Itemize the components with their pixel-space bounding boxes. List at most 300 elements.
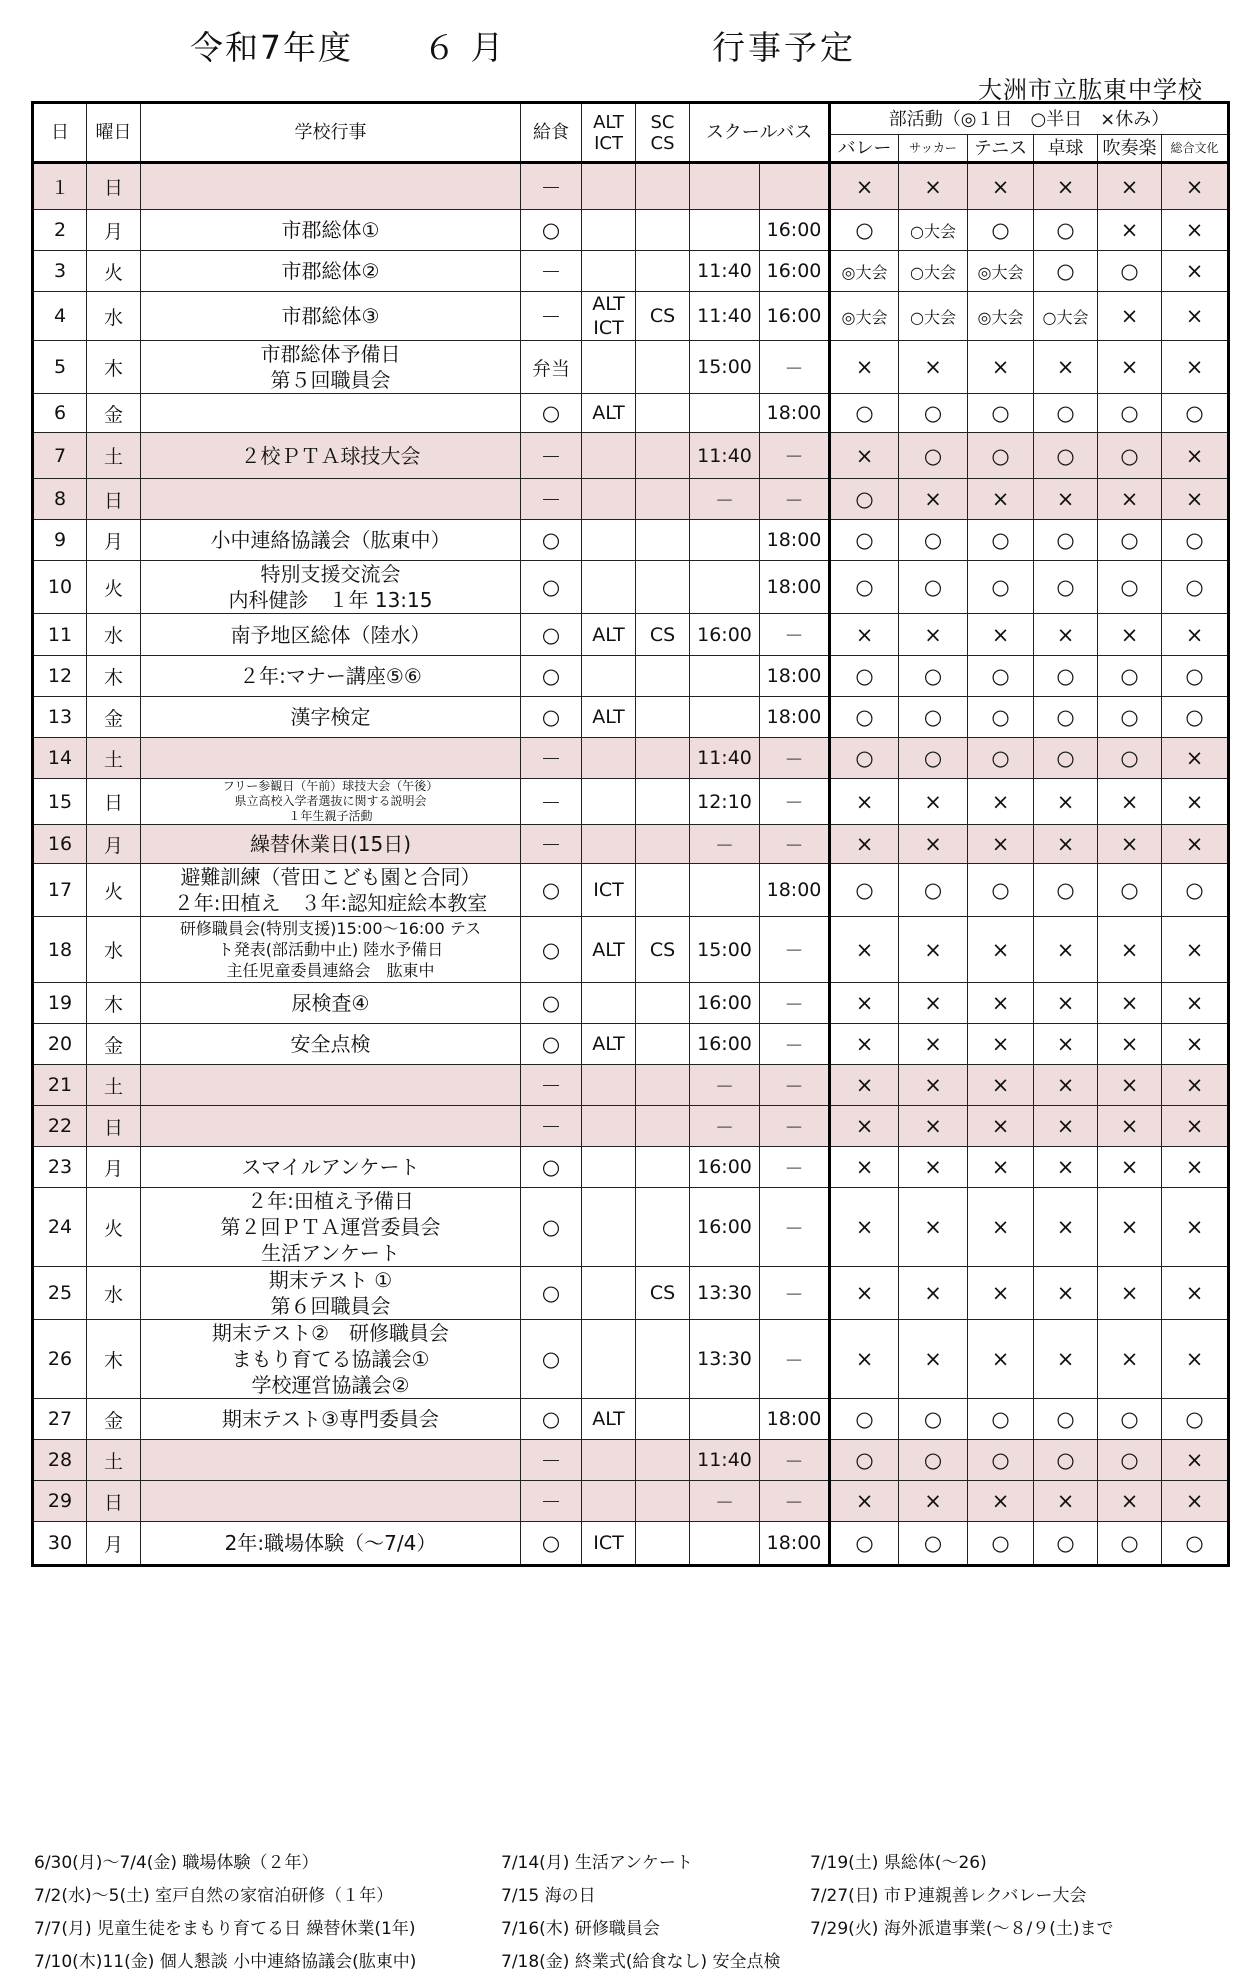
club-status: × — [968, 1188, 1034, 1267]
club-status: × — [1162, 1106, 1229, 1147]
lunch-cell: ○ — [521, 394, 582, 433]
col-alt-label: ALT — [593, 111, 624, 133]
col-day: 日 — [33, 103, 87, 163]
club-status: ○ — [830, 697, 899, 738]
bus-time-2: 18:00 — [760, 394, 830, 433]
day-cell: 7 — [33, 433, 87, 479]
club-header: テニス — [968, 135, 1034, 163]
bus-time-1 — [690, 520, 760, 561]
day-cell: 27 — [33, 1399, 87, 1440]
sc-cs-cell: CS — [636, 614, 690, 656]
club-status: ○ — [1034, 433, 1098, 479]
bus-time-1: 11:40 — [690, 1440, 760, 1481]
alt-ict-cell — [582, 163, 636, 210]
alt-ict-cell — [582, 1106, 636, 1147]
schedule-row — [33, 983, 1229, 1024]
sc-cs-cell — [636, 394, 690, 433]
club-status: × — [1162, 917, 1229, 983]
day-cell: 2 — [33, 210, 87, 251]
event-line: 第２回ＰＴＡ運営委員会 — [220, 1215, 441, 1239]
events-cell — [141, 983, 521, 1024]
club-status: ○ — [830, 1440, 899, 1481]
club-status: ○ — [830, 1522, 899, 1566]
weekday-cell: 月 — [87, 1147, 141, 1188]
sc-cs-cell — [636, 1188, 690, 1267]
day-cell: 13 — [33, 697, 87, 738]
club-status: ○ — [968, 561, 1034, 614]
events-cell — [141, 1399, 521, 1440]
club-status: ○ — [899, 864, 968, 917]
bus-time-1: － — [690, 479, 760, 520]
lunch-cell: ○ — [521, 1522, 582, 1566]
day-cell: 20 — [33, 1024, 87, 1065]
event-line: 漢字検定 — [290, 705, 371, 729]
club-status: ○ — [1162, 1399, 1229, 1440]
bus-time-1: － — [690, 1106, 760, 1147]
alt-ict-cell — [582, 738, 636, 779]
club-status: ○ — [968, 864, 1034, 917]
club-status: × — [1098, 292, 1162, 341]
club-status: × — [968, 1106, 1034, 1147]
weekday-cell: 土 — [87, 1065, 141, 1106]
club-status: ○ — [1034, 251, 1098, 292]
club-status: ○ — [899, 1399, 968, 1440]
club-status: × — [968, 341, 1034, 394]
events-cell — [141, 864, 521, 917]
alt-ict-cell — [582, 1147, 636, 1188]
lunch-cell: ○ — [521, 1399, 582, 1440]
club-status: × — [1162, 1440, 1229, 1481]
club-status: × — [1098, 1320, 1162, 1399]
lunch-cell: ○ — [521, 1188, 582, 1267]
lunch-cell: ○ — [521, 1320, 582, 1399]
bus-time-2 — [760, 163, 830, 210]
day-cell: 25 — [33, 1267, 87, 1320]
club-status: × — [1162, 1024, 1229, 1065]
day-cell: 10 — [33, 561, 87, 614]
events-cell — [141, 341, 521, 394]
club-status: × — [1162, 1188, 1229, 1267]
bus-time-2: － — [760, 983, 830, 1024]
event-line: 市郡総体③ — [281, 304, 380, 328]
events-cell — [141, 394, 521, 433]
bus-time-2: － — [760, 1106, 830, 1147]
bus-time-1 — [690, 561, 760, 614]
alt-ict-cell — [582, 561, 636, 614]
bus-time-1: 13:30 — [690, 1320, 760, 1399]
events-cell — [141, 163, 521, 210]
club-status: × — [1162, 1267, 1229, 1320]
club-status: ○ — [1162, 864, 1229, 917]
events-cell — [141, 251, 521, 292]
sc-cs-cell — [636, 1522, 690, 1566]
schedule-row — [33, 825, 1229, 864]
club-status: × — [830, 1267, 899, 1320]
weekday-cell: 金 — [87, 394, 141, 433]
lunch-cell: ○ — [521, 520, 582, 561]
event-line: 尿検査④ — [291, 991, 370, 1015]
day-cell: 26 — [33, 1320, 87, 1399]
event-line: ト発表(部活動中止) 陸水予備日 — [217, 940, 444, 959]
events-cell — [141, 697, 521, 738]
bus-time-2: － — [760, 1188, 830, 1267]
club-status: ○ — [830, 561, 899, 614]
bus-time-1 — [690, 394, 760, 433]
bus-time-2: － — [760, 433, 830, 479]
bus-time-1 — [690, 163, 760, 210]
club-status: × — [899, 1024, 968, 1065]
bus-time-1: 12:10 — [690, 779, 760, 825]
sc-cs-cell — [636, 1147, 690, 1188]
club-status: ○ — [968, 738, 1034, 779]
club-status: ◎大会 — [830, 251, 899, 292]
alt-ict-cell — [582, 1320, 636, 1399]
club-status: × — [1034, 1147, 1098, 1188]
bus-time-1: 16:00 — [690, 983, 760, 1024]
sc-cs-cell — [636, 1320, 690, 1399]
club-status: × — [1162, 292, 1229, 341]
col-weekday: 曜日 — [87, 103, 141, 163]
club-status: × — [830, 1024, 899, 1065]
schedule-row — [33, 864, 1229, 917]
lunch-cell: － — [521, 433, 582, 479]
schedule-row — [33, 1522, 1229, 1566]
event-line: 南予地区総体（陸水） — [230, 622, 431, 647]
club-status: ○ — [968, 697, 1034, 738]
events-cell — [141, 1320, 521, 1399]
bus-time-1 — [690, 697, 760, 738]
lunch-cell: － — [521, 163, 582, 210]
club-status: ○ — [1034, 1440, 1098, 1481]
club-status: × — [1098, 1106, 1162, 1147]
bus-time-2: － — [760, 779, 830, 825]
lunch-cell: ○ — [521, 561, 582, 614]
schedule-row — [33, 1320, 1229, 1399]
bus-time-1: 15:00 — [690, 917, 760, 983]
lunch-cell: ○ — [521, 614, 582, 656]
bus-time-1: 11:40 — [690, 251, 760, 292]
club-status: × — [968, 1267, 1034, 1320]
club-status: × — [830, 341, 899, 394]
weekday-cell: 月 — [87, 210, 141, 251]
club-status: × — [899, 1106, 968, 1147]
event-line: 内科健診 １年 13:15 — [228, 588, 433, 612]
weekday-cell: 水 — [87, 292, 141, 341]
schedule-row — [33, 656, 1229, 697]
sc-cs-cell — [636, 163, 690, 210]
club-status: ○ — [968, 433, 1034, 479]
events-cell — [141, 656, 521, 697]
schedule-row — [33, 1267, 1229, 1320]
club-status: × — [899, 1481, 968, 1522]
sc-cs-cell — [636, 738, 690, 779]
lunch-cell: ○ — [521, 1024, 582, 1065]
club-status: ○ — [968, 656, 1034, 697]
bus-time-1: 15:00 — [690, 341, 760, 394]
club-status: × — [1034, 1024, 1098, 1065]
club-status: × — [968, 1320, 1034, 1399]
bus-time-2: 16:00 — [760, 251, 830, 292]
club-status: ○大会 — [1034, 292, 1098, 341]
alt-ict-cell — [582, 394, 636, 433]
alt-ict-cell — [582, 210, 636, 251]
day-cell: 9 — [33, 520, 87, 561]
alt-ict-value: ICT — [593, 317, 624, 339]
events-cell — [141, 1065, 521, 1106]
club-status: ○ — [830, 1399, 899, 1440]
club-status: × — [1034, 779, 1098, 825]
day-cell: １ — [33, 163, 87, 210]
col-sc-cs — [636, 103, 690, 163]
sc-cs-cell — [636, 1024, 690, 1065]
alt-ict-cell — [582, 479, 636, 520]
club-status: × — [1034, 917, 1098, 983]
footer-note: 7/29(火) 海外派遣事業(～８/９(土)まで — [810, 1919, 1114, 1939]
footer-row — [34, 1914, 1234, 1947]
alt-ict-cell — [582, 1065, 636, 1106]
schedule-row — [33, 561, 1229, 614]
club-status: ○ — [899, 1440, 968, 1481]
lunch-cell: ○ — [521, 983, 582, 1024]
schedule-row — [33, 1440, 1229, 1481]
club-status: ○ — [1098, 1399, 1162, 1440]
weekday-cell: 土 — [87, 1440, 141, 1481]
bus-time-1 — [690, 1522, 760, 1566]
schedule-row — [33, 479, 1229, 520]
club-status: × — [830, 983, 899, 1024]
lunch-cell: 弁当 — [521, 341, 582, 394]
event-line: 小中連絡協議会（肱東中） — [210, 528, 451, 552]
events-cell — [141, 614, 521, 656]
events-cell — [141, 1188, 521, 1267]
club-status: × — [1162, 1147, 1229, 1188]
lunch-cell: － — [521, 1065, 582, 1106]
club-status: × — [1098, 341, 1162, 394]
club-status: × — [1034, 1188, 1098, 1267]
events-cell — [141, 479, 521, 520]
bus-time-2: 18:00 — [760, 864, 830, 917]
club-status: × — [1098, 1147, 1162, 1188]
events-cell — [141, 1147, 521, 1188]
weekday-cell: 水 — [87, 614, 141, 656]
lunch-cell: － — [521, 1440, 582, 1481]
alt-ict-cell — [582, 1440, 636, 1481]
weekday-cell: 日 — [87, 1106, 141, 1147]
club-status: × — [968, 825, 1034, 864]
club-status: ○ — [830, 864, 899, 917]
col-lunch: 給食 — [521, 103, 582, 163]
alt-ict-cell — [582, 520, 636, 561]
sc-cs-cell — [636, 433, 690, 479]
lunch-cell: － — [521, 1481, 582, 1522]
club-status: ○ — [968, 394, 1034, 433]
event-line: 第６回職員会 — [270, 1294, 391, 1318]
bus-time-2: － — [760, 917, 830, 983]
footer-note: 7/15 海の日 — [501, 1886, 596, 1906]
event-line: 県立高校入学者選抜に関する説明会 — [234, 794, 427, 808]
footer-note: 7/16(木) 研修職員会 — [501, 1919, 660, 1939]
lunch-cell: ○ — [521, 1267, 582, 1320]
club-status: × — [1098, 917, 1162, 983]
club-status: ○ — [968, 1522, 1034, 1566]
club-status: × — [830, 1106, 899, 1147]
club-status: ○ — [968, 1399, 1034, 1440]
club-status: × — [1162, 825, 1229, 864]
lunch-cell: － — [521, 479, 582, 520]
day-cell: 23 — [33, 1147, 87, 1188]
club-status: × — [830, 917, 899, 983]
club-status: ○ — [1098, 251, 1162, 292]
day-cell: 12 — [33, 656, 87, 697]
club-status: × — [1162, 614, 1229, 656]
bus-time-1: 11:40 — [690, 292, 760, 341]
club-status: × — [1034, 983, 1098, 1024]
schedule-row — [33, 1106, 1229, 1147]
club-status: ○大会 — [899, 251, 968, 292]
club-status: ○ — [968, 520, 1034, 561]
day-cell: 17 — [33, 864, 87, 917]
lunch-cell: － — [521, 292, 582, 341]
col-clubs-title: 部活動（◎１日 ○半日 ×休み） — [830, 103, 1229, 135]
alt-ict-cell — [582, 983, 636, 1024]
weekday-cell: 木 — [87, 1320, 141, 1399]
day-cell: 3 — [33, 251, 87, 292]
club-status: ○ — [1098, 394, 1162, 433]
alt-ict-cell — [582, 292, 636, 341]
club-status: × — [1098, 210, 1162, 251]
bus-time-2: － — [760, 738, 830, 779]
weekday-cell: 火 — [87, 864, 141, 917]
club-status: ○ — [1034, 520, 1098, 561]
bus-time-2: 18:00 — [760, 1522, 830, 1566]
event-line: 安全点検 — [290, 1032, 371, 1056]
club-status: × — [830, 1188, 899, 1267]
club-status: ○ — [899, 433, 968, 479]
alt-ict-cell — [582, 433, 636, 479]
schedule-row — [33, 520, 1229, 561]
club-header: 総合文化 — [1162, 135, 1229, 163]
sc-cs-cell — [636, 1106, 690, 1147]
day-cell: 14 — [33, 738, 87, 779]
alt-ict-cell — [582, 656, 636, 697]
club-status: ○ — [1098, 697, 1162, 738]
club-status: × — [1162, 1320, 1229, 1399]
club-status: ○ — [1162, 656, 1229, 697]
event-line: ２校ＰＴＡ球技大会 — [240, 443, 421, 468]
club-status: × — [899, 1267, 968, 1320]
schedule-row — [33, 1481, 1229, 1522]
club-status: × — [830, 163, 899, 210]
club-status: ○ — [1162, 561, 1229, 614]
bus-time-2: － — [760, 1320, 830, 1399]
event-line: フリー参観日（午前）球技大会（午後） — [222, 779, 439, 793]
club-status: ○ — [899, 520, 968, 561]
club-status: ○ — [968, 1440, 1034, 1481]
day-cell: 28 — [33, 1440, 87, 1481]
club-status: × — [1162, 163, 1229, 210]
club-status: × — [899, 917, 968, 983]
sc-cs-cell — [636, 864, 690, 917]
club-status: × — [968, 1024, 1034, 1065]
club-status: ○ — [1034, 394, 1098, 433]
page-title: 行事予定 — [712, 28, 856, 67]
club-status: ○ — [899, 656, 968, 697]
weekday-cell: 木 — [87, 656, 141, 697]
club-status: × — [899, 163, 968, 210]
club-status: × — [1098, 825, 1162, 864]
day-cell: 24 — [33, 1188, 87, 1267]
alt-ict-cell — [582, 697, 636, 738]
club-status: ○ — [1034, 561, 1098, 614]
bus-time-2: 18:00 — [760, 656, 830, 697]
club-status: × — [1034, 1065, 1098, 1106]
weekday-cell: 火 — [87, 1188, 141, 1267]
bus-time-1 — [690, 656, 760, 697]
lunch-cell: － — [521, 251, 582, 292]
club-status: × — [968, 479, 1034, 520]
club-status: ○大会 — [899, 210, 968, 251]
club-status: ○ — [1098, 1440, 1162, 1481]
events-cell — [141, 210, 521, 251]
event-line: まもり育てる協議会① — [231, 1347, 430, 1371]
weekday-cell: 日 — [87, 479, 141, 520]
weekday-cell: 月 — [87, 520, 141, 561]
club-status: × — [830, 1320, 899, 1399]
event-line: 学校運営協議会② — [251, 1373, 410, 1397]
bus-time-2: － — [760, 1267, 830, 1320]
sc-cs-cell — [636, 656, 690, 697]
club-status: ○ — [899, 394, 968, 433]
alt-ict-cell — [582, 779, 636, 825]
event-line: 生活アンケート — [261, 1241, 400, 1265]
sc-cs-cell — [636, 479, 690, 520]
alt-ict-cell — [582, 825, 636, 864]
day-cell: 18 — [33, 917, 87, 983]
schedule-row — [33, 433, 1229, 479]
alt-ict-cell — [582, 614, 636, 656]
club-status: ○ — [830, 210, 899, 251]
bus-time-2: 16:00 — [760, 210, 830, 251]
day-cell: 22 — [33, 1106, 87, 1147]
schedule-row — [33, 341, 1229, 394]
bus-time-2: 16:00 — [760, 292, 830, 341]
weekday-cell: 火 — [87, 251, 141, 292]
event-line: ２年:マナー講座⑤⑥ — [239, 664, 422, 688]
club-status: ○ — [899, 738, 968, 779]
bus-time-2: － — [760, 1024, 830, 1065]
schedule-row — [33, 1147, 1229, 1188]
club-status: × — [968, 1481, 1034, 1522]
bus-time-1: 16:00 — [690, 614, 760, 656]
club-header: サッカー — [899, 135, 968, 163]
events-cell — [141, 1267, 521, 1320]
bus-time-1: － — [690, 1065, 760, 1106]
bus-time-1: － — [690, 1481, 760, 1522]
event-line: 期末テスト② 研修職員会 — [211, 1321, 450, 1345]
club-status: × — [899, 1188, 968, 1267]
club-status: ○ — [899, 561, 968, 614]
club-status: × — [1034, 479, 1098, 520]
club-status: ○ — [1162, 1522, 1229, 1566]
club-status: × — [1034, 1267, 1098, 1320]
club-status: ○ — [1098, 864, 1162, 917]
club-status: ○ — [1034, 210, 1098, 251]
sc-cs-cell — [636, 697, 690, 738]
col-school-bus: スクールバス — [690, 103, 830, 163]
bus-time-1: 16:00 — [690, 1024, 760, 1065]
events-cell — [141, 433, 521, 479]
schedule-row — [33, 1188, 1229, 1267]
